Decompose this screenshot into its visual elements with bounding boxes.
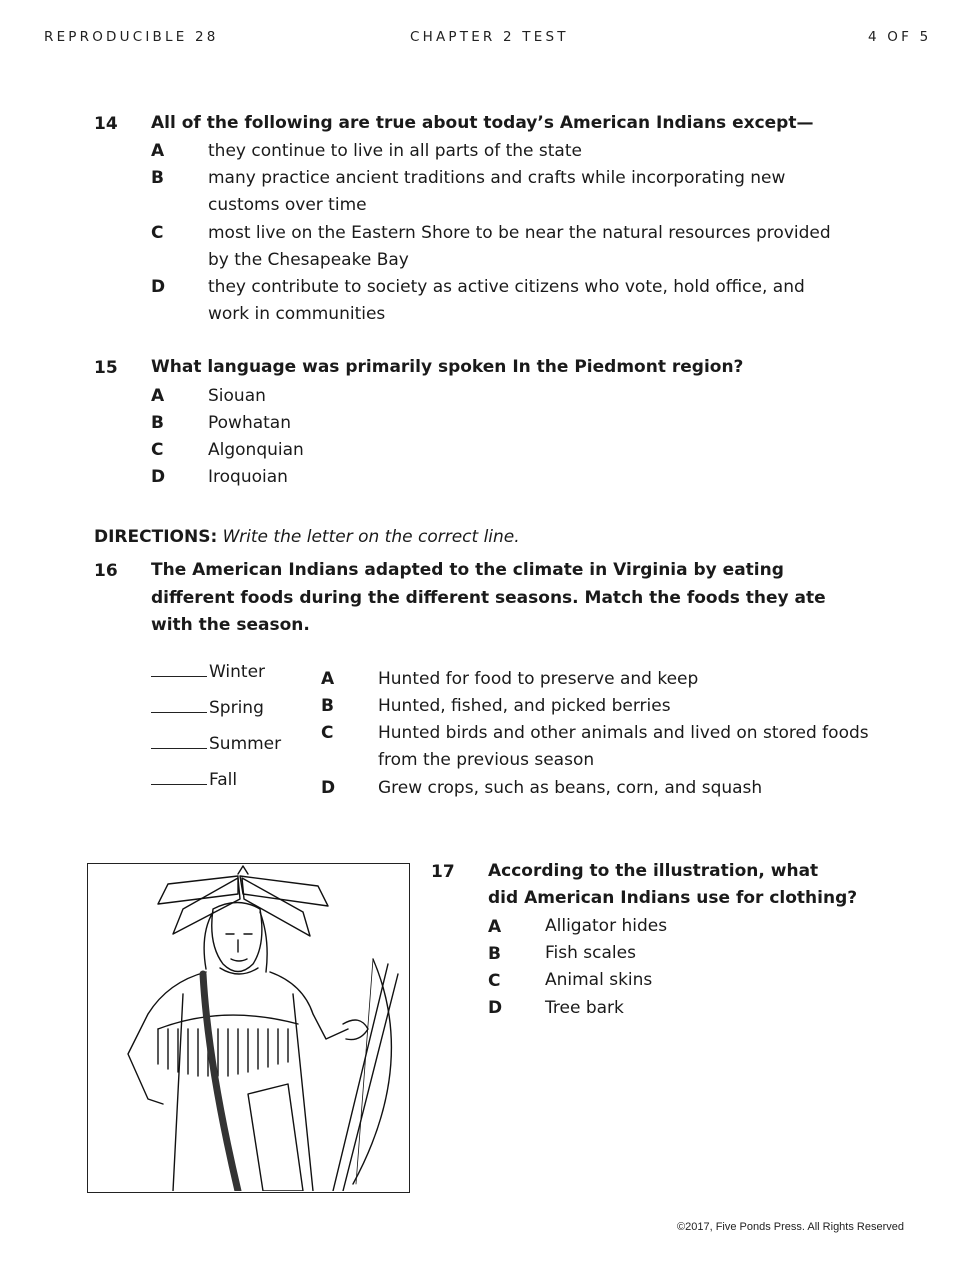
braid (203, 974, 238, 1191)
option-text: Fish scales (545, 943, 636, 963)
season-label: Spring (209, 698, 264, 718)
option-letter: C (151, 223, 164, 243)
answer-blank[interactable] (151, 747, 207, 749)
question-text: with the season. (151, 615, 310, 635)
option-text: Siouan (208, 386, 266, 406)
option-text: Algonquian (208, 440, 304, 460)
option-letter: D (321, 778, 336, 798)
option-text: Hunted, fished, and picked berries (378, 696, 671, 716)
answer-blank[interactable] (151, 783, 207, 785)
answer-line-fall[interactable] (151, 770, 237, 790)
option-text: Hunted for food to preserve and keep (378, 669, 699, 689)
option-letter: D (488, 998, 503, 1018)
question-text: What language was primarily spoken In the Piedmont region? (151, 357, 744, 377)
option-text: customs over time (208, 195, 367, 215)
option-text: many practice ancient traditions and crafts while incorporating new (208, 168, 786, 188)
option-text: Powhatan (208, 413, 291, 433)
option-text: they contribute to society as active citizens who vote, hold office, and (208, 277, 805, 297)
option-letter: C (321, 723, 334, 743)
option-letter: A (151, 386, 165, 406)
season-label: Winter (209, 662, 266, 682)
option-letter: B (488, 944, 501, 964)
feather (242, 878, 310, 936)
option-text: Iroquoian (208, 467, 288, 487)
tunic (173, 994, 313, 1191)
answer-line-spring[interactable] (151, 698, 264, 718)
question-text: According to the illustration, what (488, 861, 819, 881)
option-text: Animal skins (545, 970, 653, 990)
figure-drawing (88, 864, 408, 1191)
option-letter: B (151, 168, 164, 188)
question-text: All of the following are true about today’s American Indians except— (151, 113, 814, 133)
option-letter: C (151, 440, 164, 460)
option-letter: D (151, 277, 166, 297)
option-letter: D (151, 467, 166, 487)
question-text: did American Indians use for clothing? (488, 888, 858, 908)
question-text: The American Indians adapted to the climate in Virginia by eating (151, 560, 784, 580)
season-label: Fall (209, 770, 238, 790)
directions-text: Write the letter on the correct line. (222, 527, 520, 547)
option-text: they continue to live in all parts of the state (208, 141, 582, 161)
question-number: 15 (94, 358, 118, 378)
header-chapter-test: CHAPTER 2 TEST (410, 29, 569, 45)
option-letter: C (488, 971, 501, 991)
question-number: 16 (94, 561, 118, 581)
option-text: Alligator hides (545, 916, 668, 936)
option-text: work in communities (208, 304, 386, 324)
quiver (248, 1084, 303, 1191)
answer-line-winter[interactable] (151, 662, 265, 682)
option-letter: A (151, 141, 165, 161)
option-text: Tree bark (545, 998, 624, 1018)
option-text: most live on the Eastern Shore to be near the natural resources provided (208, 223, 831, 243)
arrows (333, 964, 398, 1191)
directions (94, 527, 520, 547)
answer-line-summer[interactable] (151, 734, 281, 754)
option-text: Hunted birds and other animals and lived on stored foods (378, 723, 869, 743)
answer-blank[interactable] (151, 675, 207, 677)
fringe (158, 1029, 288, 1076)
option-letter: B (321, 696, 334, 716)
option-letter: A (488, 917, 502, 937)
header-page-number: 4 OF 5 (868, 29, 932, 45)
answer-blank[interactable] (151, 711, 207, 713)
directions-label: DIRECTIONS: (94, 527, 218, 547)
right-arm (270, 972, 348, 1039)
option-letter: B (151, 413, 164, 433)
question-number: 17 (431, 862, 455, 882)
question-number: 14 (94, 114, 118, 134)
season-label: Summer (209, 734, 282, 754)
illustration-american-indian (87, 863, 410, 1193)
copyright-footer: ©2017, Five Ponds Press. All Rights Reserved (677, 1221, 904, 1233)
question-text: different foods during the different seasons. Match the foods they ate (151, 588, 826, 608)
option-text: Grew crops, such as beans, corn, and squash (378, 778, 763, 798)
left-arm (128, 972, 206, 1104)
header-reproducible: REPRODUCIBLE 28 (44, 29, 219, 45)
option-letter: A (321, 669, 335, 689)
option-text: by the Chesapeake Bay (208, 250, 409, 270)
option-text: from the previous season (378, 750, 595, 770)
